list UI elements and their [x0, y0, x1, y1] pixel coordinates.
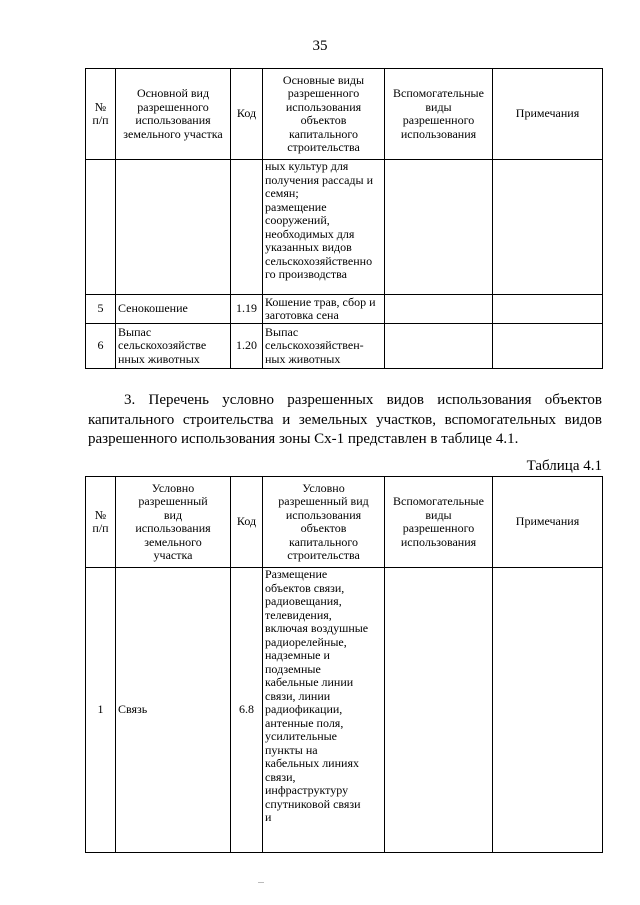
- header-kind: Условно разрешенный вид использования земельного участка: [116, 477, 231, 568]
- table-row: [86, 295, 603, 324]
- row-num: 1: [86, 568, 116, 853]
- header-notes: Примечания: [493, 69, 603, 160]
- row-notes: [493, 568, 603, 853]
- row-capital: Размещение объектов связи, радиовещания, телевидения, включая воздушные радиорелейные, надземные и подземные кабельные линии связи, линии радиофикации, антенные поля, усилительные пункты на кабельных линиях связи, инфраструктуру спутниковой связи и: [263, 568, 385, 853]
- table-row: [86, 160, 603, 295]
- table-row: [86, 568, 603, 853]
- paragraph-conditional-uses: [88, 391, 602, 450]
- row-kind: Сенокошение: [116, 295, 231, 324]
- row-notes: [493, 324, 603, 369]
- header-capital-kinds: Основные виды разрешенного использования объектов капитального строительства: [263, 69, 385, 160]
- row-capital: Кошение трав, сбор и заготовка сена: [263, 295, 385, 324]
- row-notes: [493, 160, 603, 295]
- header-num: № п/п: [86, 477, 116, 568]
- paragraph-line: 3. Перечень условно разрешенных видов использования объектов: [124, 392, 602, 408]
- row-capital: Выпас сельскохозяйствен- ных животных: [263, 324, 385, 369]
- row-code: 1.20: [231, 324, 263, 369]
- header-capital: Условно разрешенный вид использования объектов капитального строительства: [263, 477, 385, 568]
- row-kind: Связь: [116, 568, 231, 853]
- header-auxiliary: Вспомогательные виды разрешенного использования: [385, 477, 493, 568]
- row-aux: [385, 160, 493, 295]
- paragraph-line: капитального строительства и земельных участков, вспомогательных видов: [88, 411, 602, 428]
- page-number: 35: [312, 38, 328, 54]
- header-auxiliary: Вспомогательные виды разрешенного использования: [385, 69, 493, 160]
- header-main-kind: Основной вид разрешенного использования земельного участка: [116, 69, 231, 160]
- row-capital: ных культур для получения рассады и семян; размещение сооружений, необходимых для указанных видов сельскохозяйственно го производства: [263, 160, 385, 295]
- row-num: 6: [86, 324, 116, 369]
- row-aux: [385, 568, 493, 853]
- land-use-table-main: [85, 68, 603, 369]
- conditional-uses-table: [85, 476, 603, 853]
- row-num: [86, 160, 116, 295]
- row-code: 6.8: [231, 568, 263, 853]
- scan-mark: [258, 882, 264, 883]
- header-code: Код: [231, 69, 263, 160]
- header-notes: Примечания: [493, 477, 603, 568]
- table-header-row: [86, 69, 603, 160]
- header-num: № п/п: [86, 69, 116, 160]
- row-aux: [385, 324, 493, 369]
- row-aux: [385, 295, 493, 324]
- table-caption: Таблица 4.1: [526, 458, 602, 474]
- row-kind: Выпас сельскохозяйстве нных животных: [116, 324, 231, 369]
- row-code: [231, 160, 263, 295]
- row-kind: [116, 160, 231, 295]
- table-row: [86, 324, 603, 369]
- row-code: 1.19: [231, 295, 263, 324]
- paragraph-line: разрешенного использования зоны Сх-1 представлен в таблице 4.1.: [88, 431, 519, 447]
- row-num: 5: [86, 295, 116, 324]
- row-notes: [493, 295, 603, 324]
- header-code: Код: [231, 477, 263, 568]
- table-header-row: [86, 477, 603, 568]
